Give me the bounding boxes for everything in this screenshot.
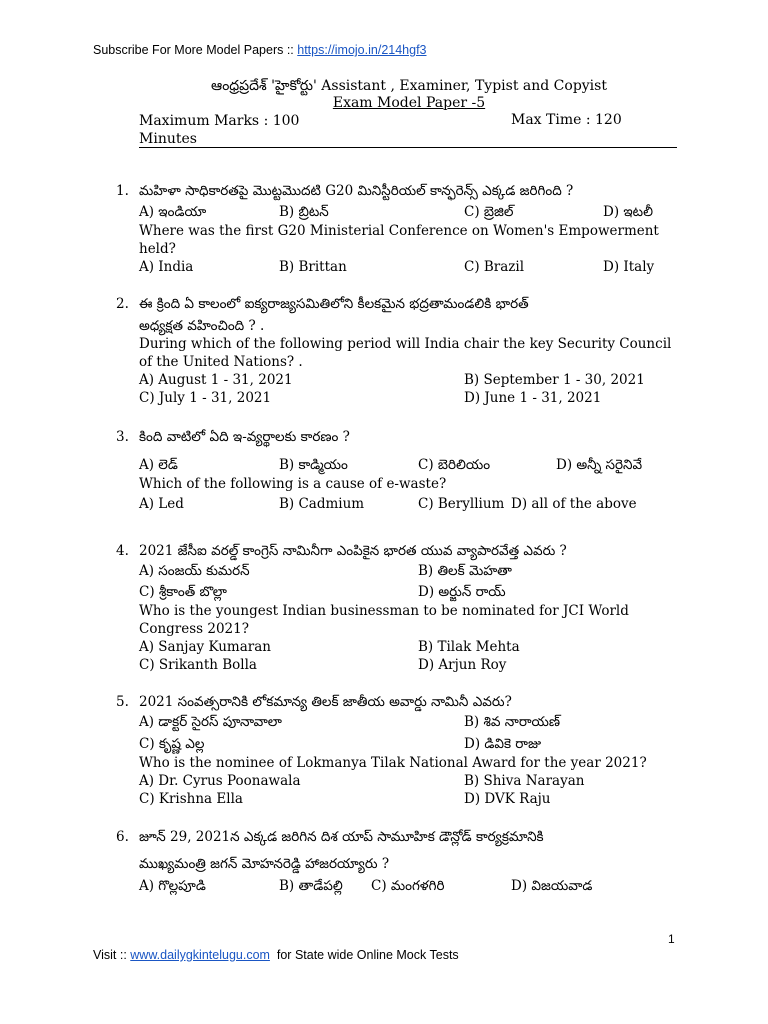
- question-number: 5.: [116, 694, 129, 710]
- option-a: A) August 1 - 31, 2021: [139, 372, 293, 388]
- question-text-en: Who is the nominee of Lokmanya Tilak National Award for the year 2021?: [139, 755, 647, 771]
- question-text-te-cont: ముఖ్యమంత్రి జగన్ మోహనరెడ్డి హాజరయ్యారు ?: [139, 856, 390, 872]
- option-b-te: B) బ్రిటన్: [279, 204, 329, 220]
- option-d-en: D) all of the above: [511, 496, 637, 512]
- option-d-te: D) విజయవాడ: [511, 878, 593, 894]
- question-number: 3.: [116, 429, 129, 445]
- question-number: 4.: [116, 543, 129, 559]
- max-marks: [139, 112, 299, 148]
- option-d-en: D) Italy: [603, 259, 655, 275]
- option-d-en: D) Arjun Roy: [418, 657, 507, 673]
- subscribe-link[interactable]: https://imojo.in/214hgf3: [297, 43, 427, 57]
- option-c: C) July 1 - 31, 2021: [139, 390, 272, 406]
- option-b-en: B) Shiva Narayan: [464, 773, 585, 789]
- option-a-en: A) Dr. Cyrus Poonawala: [139, 773, 301, 789]
- option-a-te: A) డాక్టర్ సైరస్ పూనావాలా: [139, 714, 282, 730]
- option-a-te: A) గొల్లపూడి: [139, 878, 206, 894]
- question-text-te: జూన్ 29, 2021న ఎక్కడ జరిగిన దిశ యాప్ సామూహిక డౌన్లోడ్ కార్యక్రమానికి: [139, 829, 544, 845]
- subscribe-text: Subscribe For More Model Papers ::: [93, 43, 298, 57]
- option-c-te: C) బెరిలియం: [418, 457, 491, 473]
- option-d-en: D) DVK Raju: [464, 791, 551, 807]
- question-number: 1.: [116, 183, 129, 199]
- option-a-en: A) Sanjay Kumaran: [139, 639, 271, 655]
- option-c-te: C) కృష్ణ ఎల్ల: [139, 736, 205, 752]
- footer-link[interactable]: www.dailygkintelugu.com: [130, 948, 270, 962]
- question-text-en: Who is the youngest Indian businessman to be nominated for JCI World: [139, 603, 629, 619]
- option-d-te: D) ఇటలీ: [603, 204, 654, 220]
- option-a-en: A) India: [139, 259, 194, 275]
- question-text-te: కింది వాటిలో ఏది ఇ-వ్యర్థాలకు కారణం ?: [139, 429, 350, 445]
- header-divider: [139, 147, 677, 148]
- option-d: D) June 1 - 31, 2021: [464, 390, 602, 406]
- option-c-te: C) బ్రెజిల్: [464, 204, 514, 220]
- option-b-en: B) Tilak Mehta: [418, 639, 520, 655]
- option-d-te: D) అన్నీ సరైనివే: [556, 457, 643, 473]
- question-text-en: Where was the first G20 Ministerial Conference on Women's Empowerment: [139, 223, 659, 239]
- minutes-text: Minutes: [139, 131, 197, 147]
- page-number: 1: [668, 932, 675, 946]
- paper-title: ఆంధ్రప్రదేశ్ 'హైకోర్టు' Assistant , Examiner, Typist and Copyist: [211, 78, 607, 94]
- option-c-te: C) శ్రీకాంత్ బొల్లా: [139, 584, 227, 600]
- question-text-te-cont: అధ్యక్షత వహించింది ? .: [139, 318, 265, 334]
- max-time: Max Time : 120: [511, 112, 622, 128]
- question-text-te: మహిళా సాధికారతపై మొట్టమొదటి G20 మినిస్టీరియల్ కాన్ఫరెన్స్ ఎక్కడ జరిగింది ?: [139, 183, 574, 199]
- option-a-te: A) ఇండియా: [139, 204, 207, 220]
- question-number: 2.: [116, 296, 129, 312]
- footer-banner: [93, 948, 459, 962]
- option-c-en: C) Beryllium: [418, 496, 505, 512]
- option-a-te: A) లెడ్: [139, 457, 178, 473]
- option-b-en: B) Cadmium: [279, 496, 365, 512]
- option-a-te: A) సంజయ్ కుమరన్: [139, 563, 250, 579]
- option-c-en: C) Krishna Ella: [139, 791, 243, 807]
- option-d-te: D) డివికె రాజు: [464, 736, 542, 752]
- option-a-en: A) Led: [139, 496, 184, 512]
- footer-suffix: for State wide Online Mock Tests: [269, 948, 459, 962]
- option-b-te: B) శివ నారాయణ్: [464, 714, 560, 730]
- option-b: B) September 1 - 30, 2021: [464, 372, 645, 388]
- option-b-en: B) Brittan: [279, 259, 347, 275]
- question-text-en-cont: held?: [139, 241, 176, 257]
- paper-subtitle: [139, 95, 679, 111]
- option-c-te: C) మంగళగిరి: [371, 878, 445, 894]
- option-d-te: D) అర్జున్ రాయ్: [418, 584, 506, 600]
- question-text-en-cont: Congress 2021?: [139, 621, 249, 637]
- option-c-en: C) Brazil: [464, 259, 525, 275]
- question-text-te: 2021 సంవత్సరానికి లోకమాన్య తిలక్ జాతీయ అవార్డు నామినీ ఎవరు?: [139, 694, 512, 710]
- question-text-en-cont: of the United Nations? .: [139, 354, 303, 370]
- option-b-te: B) తాడేపల్లి: [279, 878, 343, 894]
- question-text-en: During which of the following period will India chair the key Security Council: [139, 336, 672, 352]
- paper-subtitle-text: Exam Model Paper -5: [332, 95, 486, 111]
- question-text-te: ఈ క్రింది ఏ కాలంలో ఐక్యరాజ్యసమితిలోని కీలకమైన భద్రతామండలికి భారత్: [139, 296, 529, 312]
- visit-text: Visit ::: [93, 948, 131, 962]
- option-b-te: B) తిలక్ మెహతా: [418, 563, 512, 579]
- option-b-te: B) కాడ్మియం: [279, 457, 348, 473]
- max-marks-text: Maximum Marks : 100: [139, 113, 300, 129]
- question-text-en: Which of the following is a cause of e-waste?: [139, 476, 447, 492]
- question-text-te: 2021 జేసీఐ వరల్డ్ కాంగ్రెస్ నామినీగా ఎంపికైన భారత యువ వ్యాపారవేత్త ఎవరు ?: [139, 543, 567, 559]
- subscribe-banner: [93, 43, 427, 57]
- question-number: 6.: [116, 829, 129, 845]
- option-c-en: C) Srikanth Bolla: [139, 657, 257, 673]
